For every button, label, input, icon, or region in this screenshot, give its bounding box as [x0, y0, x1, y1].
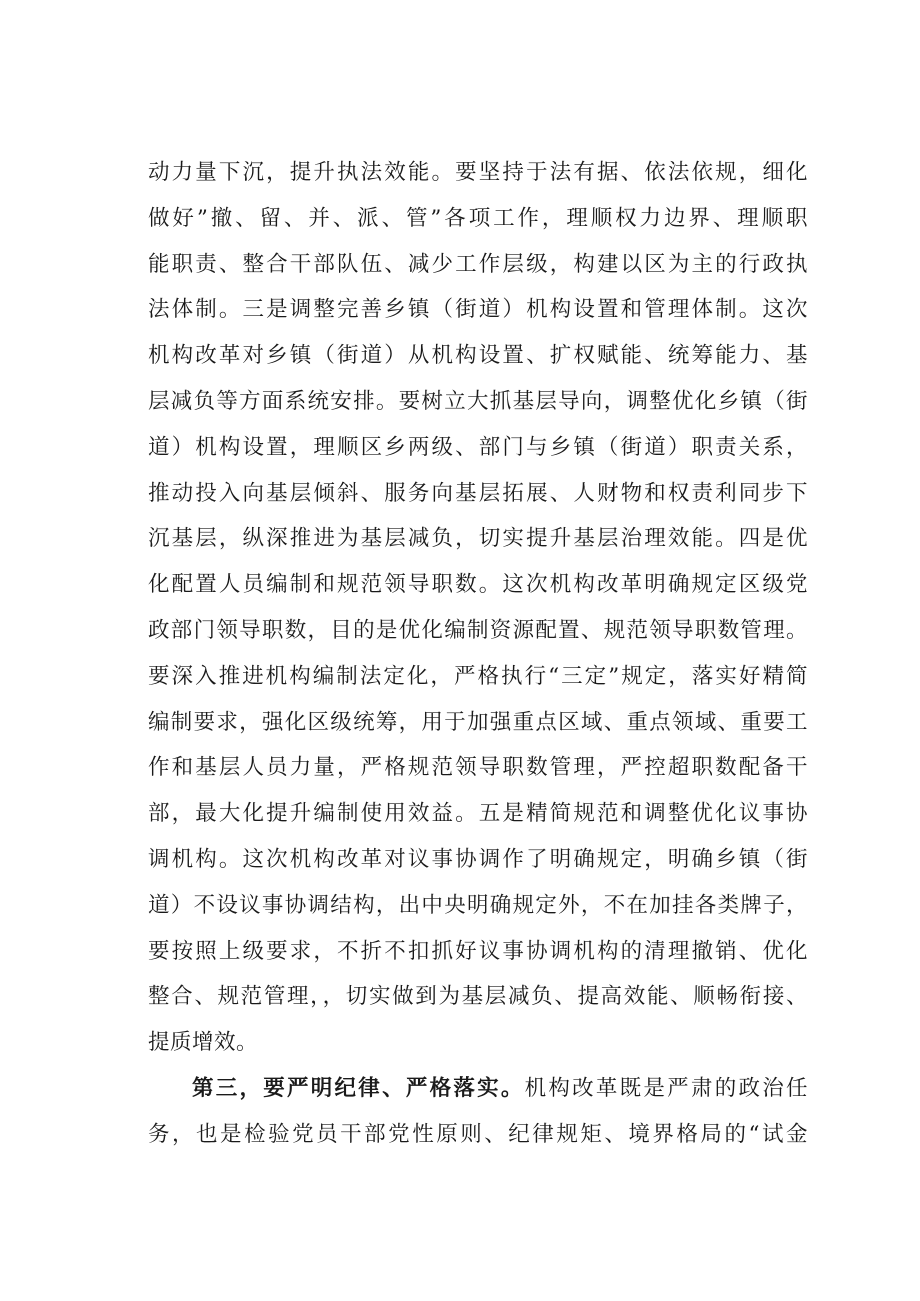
text-span: 机构改革既是严肃的政治任	[524, 1075, 808, 1101]
text-line: 法体制。三是调整完善乡镇（街道）机构设置和管理体制。这次	[148, 297, 808, 323]
text-line: 务，也是检验党员干部党性原则、纪律规矩、境界格局的“试金	[148, 1121, 808, 1147]
text-line: 要按照上级要求，不折不扣抓好议事协调机构的清理撤销、优化	[148, 938, 808, 964]
text-line: 要深入推进机构编制法定化，严格执行“三定”规定，落实好精简	[148, 663, 808, 689]
text-line: 化配置人员编制和规范领导职数。这次机构改革明确规定区级党	[148, 572, 808, 598]
text-line: 编制要求，强化区级统筹，用于加强重点区域、重点领域、重要工	[148, 709, 808, 735]
paragraph-2	[148, 1066, 808, 1158]
text-line: 部，最大化提升编制使用效益。五是精简规范和调整优化议事协	[148, 801, 808, 827]
body-text	[148, 150, 808, 1158]
text-line: 机构改革对乡镇（街道）从机构设置、扩权赋能、统筹能力、基	[148, 343, 808, 369]
text-line: 能职责、整合干部队伍、减少工作层级，构建以区为主的行政执	[148, 251, 808, 277]
text-line: 提质增效。	[148, 1030, 259, 1056]
text-line: 道）机构设置，理顺区乡两级、部门与乡镇（街道）职责关系，	[148, 434, 808, 460]
text-line: 作和基层人员力量，严格规范领导职数管理，严控超职数配备干	[148, 755, 808, 781]
text-line: 推动投入向基层倾斜、服务向基层拓展、人财物和权责利同步下	[148, 480, 808, 506]
text-line: 调机构。这次机构改革对议事协调作了明确规定，明确乡镇（街	[148, 846, 808, 872]
text-line: 道）不设议事协调结构，出中央明确规定外，不在加挂各类牌子，	[148, 892, 808, 918]
paragraph-1	[148, 150, 808, 1066]
text-line: 政部门领导职数，目的是优化编制资源配置、规范领导职数管理。	[148, 617, 808, 643]
text-line: 沉基层，纵深推进为基层减负，切实提升基层治理效能。四是优	[148, 526, 808, 552]
section-heading: 第三，要严明纪律、严格落实。	[192, 1075, 525, 1101]
text-line: 动力量下沉，提升执法效能。要坚持于法有据、依法依规，细化	[148, 160, 808, 185]
text-line	[148, 1066, 808, 1112]
text-line: 整合、规范管理，，切实做到为基层减负、提高效能、顺畅衔接、	[148, 984, 808, 1010]
text-line: 层减负等方面系统安排。要树立大抓基层导向，调整优化乡镇（街	[148, 388, 808, 414]
text-line: 做好”撤、留、并、派、管”各项工作，理顺权力边界、理顺职	[148, 205, 808, 231]
